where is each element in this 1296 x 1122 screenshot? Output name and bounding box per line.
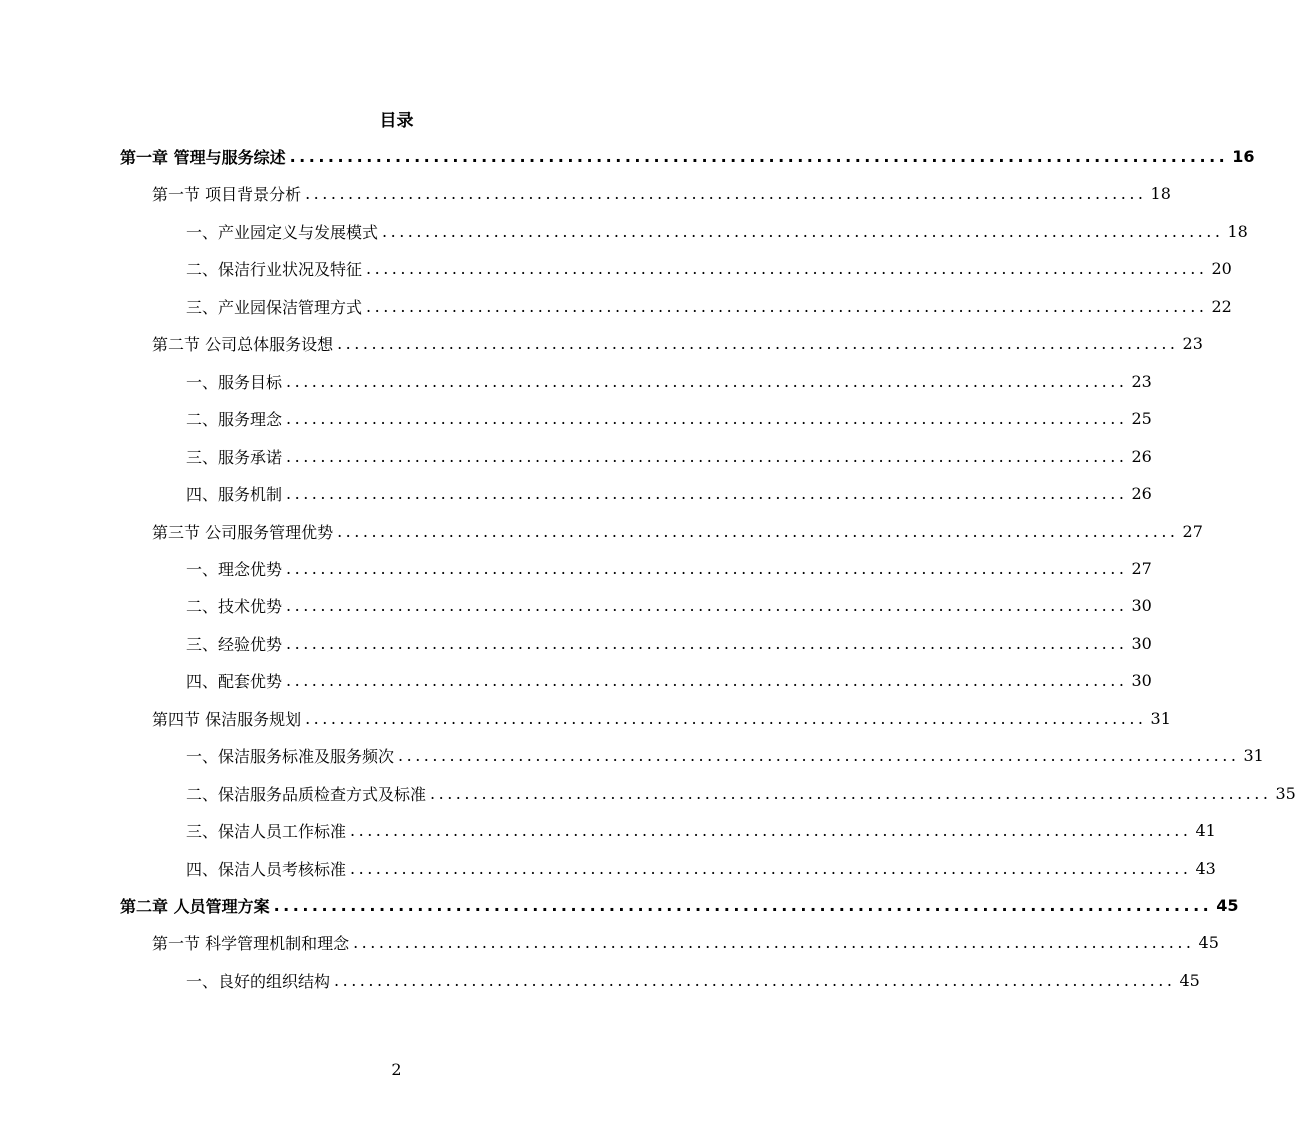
toc-entry-page: 30	[1131, 671, 1152, 691]
toc-entry-label: 三、经验优势	[186, 634, 283, 654]
toc-entry[interactable]	[186, 475, 1152, 512]
toc-entry-page: 41	[1195, 821, 1216, 841]
toc-entry[interactable]	[186, 288, 1232, 325]
toc-leader-dots: ..................................................................................................	[305, 708, 1147, 728]
toc-entry-page: 30	[1131, 633, 1152, 653]
toc-entry[interactable]	[186, 775, 1296, 812]
toc-entry-page: 16	[1232, 147, 1255, 166]
toc-entry-page: 18	[1227, 221, 1248, 241]
toc-entry-label: 二、服务理念	[186, 410, 283, 430]
toc-entry-page: 18	[1150, 184, 1171, 204]
toc-leader-dots: ..................................................................................................	[337, 334, 1179, 354]
toc-entry-page: 20	[1211, 259, 1232, 279]
toc-entry-label: 第四节 保洁服务规划	[152, 709, 302, 729]
toc-leader-dots: ..................................................................................................	[334, 970, 1176, 990]
toc-leader-dots: ..................................................................................................	[430, 783, 1272, 803]
toc-entry[interactable]	[186, 962, 1200, 999]
toc-entry[interactable]	[120, 887, 1239, 924]
toc-entry[interactable]	[152, 175, 1171, 212]
toc-leader-dots: ..................................................................................................	[286, 596, 1128, 616]
toc-entry-label: 二、保洁行业状况及特征	[186, 260, 363, 280]
toc-entry[interactable]	[152, 325, 1203, 362]
toc-entry[interactable]	[152, 700, 1171, 737]
toc-entry-page: 45	[1179, 970, 1200, 990]
toc-entry-label: 二、技术优势	[186, 597, 283, 617]
toc-entry[interactable]	[186, 737, 1264, 774]
toc-entry[interactable]	[186, 550, 1152, 587]
toc-leader-dots: ..................................................................................................	[273, 896, 1213, 915]
toc-entry-label: 第一节 项目背景分析	[152, 185, 302, 205]
toc-entry-page: 27	[1182, 521, 1203, 541]
toc-entry-label: 第二节 公司总体服务设想	[152, 335, 334, 355]
toc-entry-page: 27	[1131, 558, 1152, 578]
toc-entry-page: 22	[1211, 296, 1232, 316]
toc-entry-page: 26	[1131, 446, 1152, 466]
toc-entry-label: 二、保洁服务品质检查方式及标准	[186, 784, 427, 804]
toc-entry[interactable]	[152, 513, 1203, 550]
toc-leader-dots: ..................................................................................................	[382, 221, 1224, 241]
toc-entry-page: 23	[1131, 371, 1152, 391]
toc-entry[interactable]	[186, 625, 1152, 662]
toc-entry[interactable]	[186, 363, 1152, 400]
toc-leader-dots: ..................................................................................................	[286, 484, 1128, 504]
toc-leader-dots: ..................................................................................................	[286, 371, 1128, 391]
toc-entry-label: 第二章 人员管理方案	[120, 897, 270, 916]
toc-entry-page: 30	[1131, 596, 1152, 616]
toc-leader-dots: ..................................................................................................	[286, 409, 1128, 429]
toc-entry-page: 31	[1150, 708, 1171, 728]
toc-entry[interactable]	[186, 400, 1152, 437]
toc-entry-label: 四、服务机制	[186, 485, 283, 505]
toc-entry-label: 一、良好的组织结构	[186, 971, 331, 991]
toc-title: 目录	[379, 111, 414, 131]
toc-entry[interactable]	[186, 850, 1216, 887]
toc-entry-label: 第一章 管理与服务综述	[120, 148, 286, 167]
toc-leader-dots: ..................................................................................................	[398, 746, 1240, 766]
toc-entry-page: 25	[1131, 409, 1152, 429]
toc-leader-dots: ..................................................................................................	[337, 521, 1179, 541]
toc-entry-page: 31	[1243, 746, 1264, 766]
toc-entry[interactable]	[186, 438, 1152, 475]
toc-entry-label: 一、产业园定义与发展模式	[186, 222, 379, 242]
page-number: 2	[391, 1060, 402, 1079]
toc-entry-label: 三、产业园保洁管理方式	[186, 297, 363, 317]
toc-entry-label: 四、保洁人员考核标准	[186, 859, 347, 879]
toc-entry[interactable]	[186, 587, 1152, 624]
toc-entry-label: 一、保洁服务标准及服务频次	[186, 747, 395, 767]
toc-leader-dots: ..................................................................................................	[366, 296, 1208, 316]
toc-entry-label: 第三节 公司服务管理优势	[152, 522, 334, 542]
toc-leader-dots: ..................................................................................................	[286, 558, 1128, 578]
toc-leader-dots: ..................................................................................................	[286, 446, 1128, 466]
toc-entry[interactable]	[186, 812, 1216, 849]
toc-leader-dots: ..................................................................................................	[286, 671, 1128, 691]
toc-entry-label: 三、保洁人员工作标准	[186, 822, 347, 842]
toc-leader-dots: ..................................................................................................	[366, 259, 1208, 279]
toc-entry[interactable]	[186, 250, 1232, 287]
toc-leader-dots: ..................................................................................................	[286, 633, 1128, 653]
toc-leader-dots: ..................................................................................................	[353, 933, 1195, 953]
toc-entry[interactable]	[120, 138, 1255, 175]
toc-entry-page: 43	[1195, 858, 1216, 878]
toc-leader-dots: ..................................................................................................	[305, 184, 1147, 204]
toc-entry-label: 第一节 科学管理机制和理念	[152, 934, 350, 954]
toc-entry-page: 45	[1198, 933, 1219, 953]
toc-entry[interactable]	[186, 662, 1152, 699]
toc-entry-label: 四、配套优势	[186, 672, 283, 692]
toc-entry-label: 一、理念优势	[186, 559, 283, 579]
toc-leader-dots: ..................................................................................................	[289, 147, 1229, 166]
toc-entry-page: 23	[1182, 334, 1203, 354]
toc-entry-page: 35	[1275, 783, 1296, 803]
toc-leader-dots: ..................................................................................................	[350, 858, 1192, 878]
toc-entry-page: 45	[1216, 896, 1239, 915]
toc-entry[interactable]	[186, 213, 1248, 250]
toc-leader-dots: ..................................................................................................	[350, 821, 1192, 841]
toc-entry-label: 三、服务承诺	[186, 447, 283, 467]
toc-entry-label: 一、服务目标	[186, 372, 283, 392]
toc-entry[interactable]	[152, 924, 1219, 961]
toc-entry-page: 26	[1131, 484, 1152, 504]
